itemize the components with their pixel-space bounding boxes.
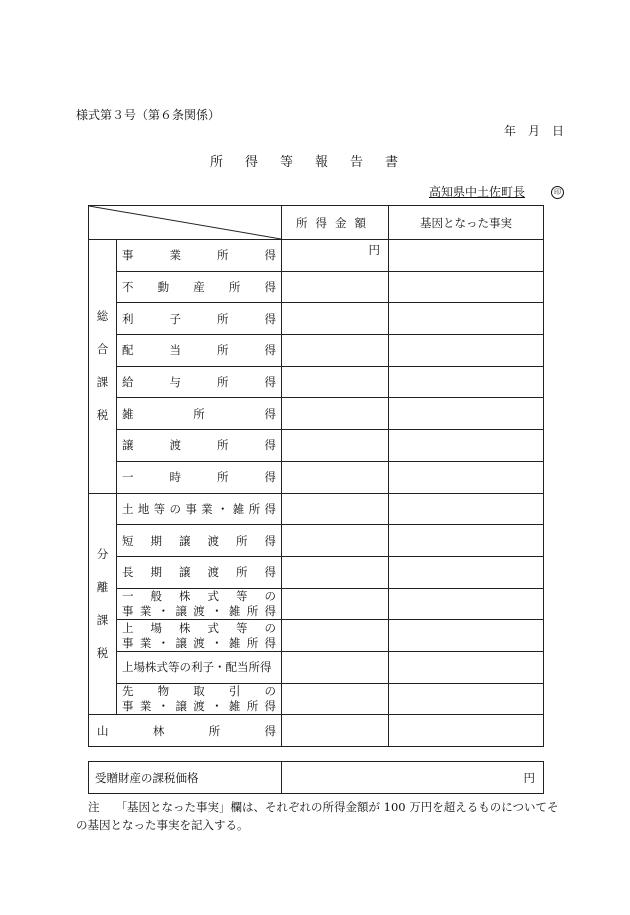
income-item-label [117,461,282,493]
amount-cell[interactable] [282,271,389,303]
item-label [97,723,276,739]
item-label [122,589,276,604]
gift-amount-cell[interactable] [282,762,544,794]
item-char: 等 [153,501,166,516]
item-char: 子 [169,311,181,326]
amount-cell[interactable] [282,430,389,462]
item-char: の [169,501,181,516]
item-char: 得 [264,470,276,485]
item-char: 得 [264,280,276,295]
income-item-label [117,683,282,715]
income-item-label [117,303,282,335]
group-char: 離 [96,579,109,594]
item-char: 利 [122,311,134,326]
item-char: 所 [246,603,259,618]
amount-cell[interactable] [282,335,389,367]
item-char: 雑 [228,698,241,713]
item-char: 譲 [179,565,191,580]
item-char: 得 [264,406,276,421]
item-char: 得 [264,248,276,263]
item-label [122,469,276,485]
item-char: 物 [157,683,170,698]
item-char: 譲 [122,438,134,453]
item-char: 期 [150,565,162,580]
item-char: 産 [193,280,205,295]
item-char: 地 [137,501,150,516]
item-char: 得 [264,343,276,358]
item-char: 所 [236,533,248,548]
income-item-label [117,398,282,430]
item-char: 等 [236,620,248,635]
item-char: 当 [169,343,181,358]
item-char: 事 [185,501,197,516]
item-char: 得 [264,698,276,713]
item-char: 所 [217,311,229,326]
item-label [122,247,276,263]
item-char: 譲 [179,533,191,548]
fact-cell[interactable] [389,430,544,462]
item-char: ・ [216,501,229,516]
item-char: 業 [169,248,181,263]
group-label-cell [89,493,117,715]
item-char: ・ [157,603,170,618]
income-item-label [117,525,282,557]
fact-header: 基因となった事実 [389,206,544,240]
item-label-two-line [122,589,276,619]
item-char: 得 [264,311,276,326]
item-label [122,406,276,422]
fact-cell[interactable] [389,366,544,398]
document-title: 所得等報告書 [209,155,420,170]
item-char: 事 [122,603,134,618]
item-char: 所 [217,470,229,485]
item-char: 得 [264,501,276,516]
item-char: 事 [122,698,134,713]
item-char: 不 [122,280,134,295]
item-char: 般 [150,588,162,603]
item-label: 上場株式等の利子・配当所得 [122,660,272,675]
item-char: 雑 [228,603,241,618]
mayor-label: 高知県中土佐町長 [428,185,525,199]
gift-label: 受贈財産の課税価格 [89,762,282,794]
item-char: 式 [207,588,219,603]
item-char: 業 [139,603,152,618]
amount-cell[interactable] [282,588,389,620]
item-label [122,604,276,619]
item-char: 得 [264,438,276,453]
item-char: 給 [122,375,134,390]
item-char: 業 [139,635,152,650]
item-char: 譲 [175,635,187,650]
item-char: 所 [217,438,229,453]
item-label-two-line [122,684,276,714]
item-char: の [264,588,276,603]
item-char: 山 [97,723,109,738]
item-char: 譲 [175,603,187,618]
income-item-label [117,240,282,272]
income-item-label [117,493,282,525]
group-label-cell [89,240,117,494]
item-char: 所 [208,723,221,738]
item-label [122,342,276,358]
item-char: 所 [217,375,229,390]
item-char: 株 [179,588,191,603]
item-char: 所 [246,635,259,650]
diagonal-line [89,206,281,239]
item-char: 与 [169,375,181,390]
item-char: 渡 [169,438,181,453]
item-label [122,621,276,636]
income-item-label [117,588,282,620]
amount-cell[interactable] [282,620,389,652]
item-label [122,311,276,327]
date-line: 年 月 日 [503,124,564,138]
item-char: 期 [150,533,162,548]
amount-cell[interactable] [282,683,389,715]
income-item-label [117,366,282,398]
item-char: 所 [248,501,261,516]
income-item-label [117,335,282,367]
amount-cell[interactable] [282,556,389,588]
item-char: 譲 [175,698,187,713]
amount-cell[interactable] [282,303,389,335]
item-char: 雑 [122,406,134,421]
item-char: 得 [264,603,276,618]
fact-cell[interactable] [389,620,544,652]
mayor-line [429,183,564,200]
income-item-label [117,430,282,462]
group-char: 課 [96,612,109,627]
item-label [122,533,276,549]
item-char: 長 [122,565,134,580]
fact-cell[interactable] [389,556,544,588]
fact-cell[interactable] [389,303,544,335]
income-item-label [117,620,282,652]
item-char: 事 [122,248,134,263]
fact-cell[interactable] [389,240,544,272]
fact-cell[interactable] [389,271,544,303]
item-char: 先 [122,683,134,698]
group-char: 分 [96,546,109,561]
amount-cell[interactable] [282,651,389,683]
income-item-label [89,715,282,747]
item-char: 時 [169,470,181,485]
item-char: 土 [122,501,134,516]
fact-cell[interactable] [389,588,544,620]
item-char: の [264,620,276,635]
fact-cell[interactable] [389,398,544,430]
amount-cell[interactable] [282,525,389,557]
item-char: 式 [207,620,219,635]
item-char: 取 [193,683,205,698]
fact-cell[interactable] [389,683,544,715]
amount-cell[interactable] [282,366,389,398]
item-char: ・ [211,698,223,713]
item-char: 得 [264,635,276,650]
item-char: 配 [122,343,134,358]
item-char: 所 [236,565,248,580]
fact-cell[interactable] [389,461,544,493]
item-label [122,501,276,517]
note-label: 注 [88,800,100,814]
fact-cell[interactable] [389,335,544,367]
item-char: 渡 [193,603,205,618]
item-char: 業 [139,698,152,713]
item-char: 得 [264,375,276,390]
item-char: 株 [179,620,191,635]
gift-yen-unit: 円 [523,770,535,785]
item-char: 渡 [207,533,219,548]
item-char: 所 [246,698,259,713]
item-char: の [264,683,276,698]
fact-cell[interactable] [389,715,544,747]
form-number: 様式第３号（第６条関係） [76,108,221,122]
item-char: 得 [264,533,276,548]
group-char: 税 [96,408,109,423]
group-char: 税 [96,645,109,660]
item-char: ・ [211,635,223,650]
amount-cell[interactable] [282,715,389,747]
item-char: ・ [157,635,170,650]
item-char: 所 [193,406,205,421]
income-item-label [117,651,282,683]
amount-cell[interactable] [282,398,389,430]
group-char: 総 [96,309,109,324]
amount-cell[interactable] [282,493,389,525]
item-label [122,636,276,651]
diagonal-header-cell [89,206,282,240]
item-char: 等 [236,588,248,603]
fact-cell[interactable] [389,525,544,557]
note [76,798,564,834]
item-char: 得 [264,565,276,580]
item-char: 所 [217,248,229,263]
item-label [122,699,276,714]
amount-cell[interactable] [282,461,389,493]
item-char: ・ [211,603,223,618]
item-char: 引 [228,683,241,698]
seal-icon: 印 [551,186,564,199]
item-char: 場 [150,620,162,635]
item-char: 短 [122,533,134,548]
amount-cell[interactable] [282,240,389,272]
item-char: 渡 [193,635,205,650]
item-char: 雑 [232,501,245,516]
income-item-label [117,556,282,588]
item-label [122,279,276,295]
group-char: 合 [96,342,109,357]
fact-cell[interactable] [389,493,544,525]
item-char: 動 [157,280,170,295]
item-label [122,684,276,699]
income-item-label [117,271,282,303]
note-text: 「基因となった事実」欄は、それぞれの所得金額が 100 万円を超えるものについてその基因となった事実を記入する。 [76,800,559,832]
item-char: 得 [264,723,276,738]
item-char: 林 [152,723,165,738]
item-char: 渡 [207,565,219,580]
item-label [122,564,276,580]
item-char: ・ [157,698,170,713]
item-char: 渡 [193,698,205,713]
income-table [88,205,544,747]
yen-unit: 円 [368,243,380,257]
item-label [122,374,276,390]
fact-cell[interactable] [389,651,544,683]
item-char: 業 [201,501,213,516]
item-char: 上 [122,620,134,635]
item-char: 雑 [228,635,241,650]
item-char: 所 [217,343,229,358]
gift-table [88,761,544,794]
item-label [122,437,276,453]
item-label-two-line [122,621,276,651]
group-char: 課 [96,375,109,390]
item-char: 一 [122,588,134,603]
item-char: 一 [122,470,134,485]
item-char: 所 [228,280,241,295]
amount-header: 所得金額 [282,206,389,240]
item-char: 事 [122,635,134,650]
